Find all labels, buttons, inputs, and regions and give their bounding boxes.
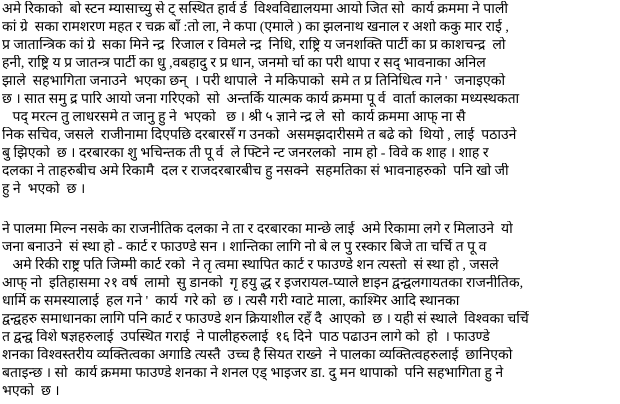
- text-line: आफ् नो इतिहासमा २१ वर्ष लामो सु डानको गृ हयु द्ध र इजरायल-प्याले ष्टाइन द्वन्द्वलगायतका राजनीतिक,: [2, 276, 524, 291]
- text-line: द्वन्द्वहरु समाधानका लागि पनि कार्ट र फाउण्डे शन क्रियाशील रहँ दै आएको छ । यही सं स्थाले विश्वका चर्चि: [2, 312, 529, 327]
- text-line: दलका ने ताहरुबीच अमे रिकामै दल र राजदरबारबीच हु नसक्ने सहमतिका सं भावनाहरुको पनि खो जी: [2, 164, 509, 179]
- text-line: बताइन्छ । सो कार्य क्रममा फाउण्डे शनका ने शनल एड् भाइजर डा. दु मन थापाको पनि सहभागिता हु ने: [2, 366, 504, 381]
- text-line: छ । सात समु द्र पारि आयो जना गरिएको सो अन्तर्कि यात्मक कार्य क्रममा पू र्व वार्ता कालका मध्यस्थकता: [2, 92, 520, 107]
- text-line: धार्मि क समस्यालाई हल गने ' कार्य गरे को छ । त्यसै गरी ग्वाटे माला, काश्मिर आदि स्थानका: [2, 294, 460, 309]
- text-line: अमे रिकाको बो स्टन म्यासाच्यु से ट् सस्थित हार्व र्ड विश्वविद्यालयमा आयो जित सो कार्य क्रममा ने पाली: [2, 2, 508, 17]
- text-line: कां ग्रे सका रामशरण महत र चक्र बाँ :तो ला, ने कपा (एमाले ) का झलनाथ खनाल र अशो ककु मार राई ,: [2, 20, 509, 35]
- text-line: झाले सहभागिता जनाउने भएका छन् । परी थापाले ने मकिपाको समे त प्र तिनिधित्व गने ' जनाइएको: [2, 74, 506, 89]
- text-line: त द्वन्द्व विशे षज्ञहरुलाई उपस्थित गराई ने पालीहरुलाई १६ दिने पाठ पढाउन लागे को हो । फाउण्डे: [2, 330, 490, 345]
- text-line: पद् मरत्न तु लाधरसमे त जानु हु ने भएको छ । श्री ५ ज्ञाने न्द्र ले सो कार्य क्रममा आफ् ना सै: [2, 110, 466, 125]
- paragraph: [2, 1, 618, 199]
- text-line: ने पालमा मिल्न नसके का राजनीतिक दलका ने ता र दरबारका मान्छे लाई अमे रिकामा लगे र मिलाउने यो: [2, 222, 513, 237]
- text-line: हु ने भएको छ ।: [2, 182, 86, 197]
- text-line: बु झिएको छ । दरबारका शु भचिन्तक ती पू र्व ले फ्टिने न्ट जनरलको नाम हो - विवे क शाह । शाह र: [2, 146, 489, 161]
- text-line: भएको छ ।: [2, 384, 60, 399]
- text-line: जना बनाउने सं स्था हो - कार्ट र फाउण्डे सन । शान्तिका लागि नो बे ल पु रस्कार बिजे ता चर्चि त पू व: [2, 240, 487, 255]
- text-line: हनी, राष्ट्रि य प्र जातन्त्र पार्टी का धु ,वबहादु र प्र धान, जनमो र्चा का परी थापा र सद् भावनाका अनिल: [2, 56, 486, 71]
- paragraph: [2, 221, 618, 401]
- text-line: निक सचिव, जसले राजीनामा दिएपछि दरबारसँ ग उनको असमझदारीसमे त बढे को थियो , लाई पठाउने: [2, 128, 517, 143]
- text-line: प्र जातान्त्रिक कां ग्रे सका मिने न्द्र रिजाल र विमले न्द्र निधि, राष्ट्रि य जनशक्ति पार्टी का प्र काशचन्द्र लो: [2, 38, 506, 53]
- text-line: शनका विश्वस्तरीय व्यक्तित्वका अगाडि त्यस्तै उच्च है सियत राख्ने ने पालका व्यक्तित्वहरुलाई छानिएको: [2, 348, 513, 363]
- text-line: अमे रिकी राष्ट्र पति जिम्मी कार्ट रको ने तृ त्वमा स्थापित कार्ट र फाउण्डे शन त्यस्तो सं स्था हो , जसले: [2, 258, 499, 273]
